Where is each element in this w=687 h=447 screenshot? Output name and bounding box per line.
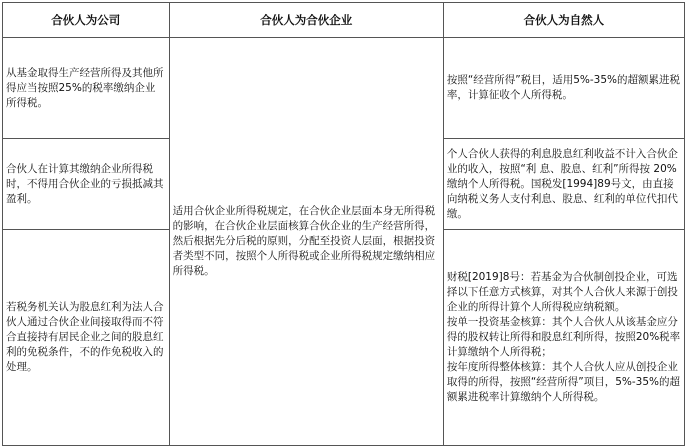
individual-text-single-fund: 按单一投资基金核算：其个人合伙人从该基金应分得的股权转让所得和股息红利所得，按照20%税率计算缴纳个人所得税；: [446, 316, 681, 358]
header-row: [3, 3, 685, 38]
individual-text: 按照“经营所得”税目，适用5%-35%的超额累进税率，计算征收个人所得税。: [446, 74, 681, 101]
individual-text-intro: 财税[2019]8号：若基金为合伙制创投企业，可选择以下任意方式核算，对其个人合伙人来源于创投企业的所得计算个人所得税应纳税额。: [446, 271, 678, 313]
individual-cell-dividend: [443, 139, 684, 230]
partner-tax-comparison-table: [2, 2, 685, 446]
company-cell-tax-rate: 从基金取得生产经营所得及其他所得应当按照25%的税率缴纳企业所得税。: [3, 38, 170, 139]
comparison-table-wrapper: [2, 2, 685, 445]
individual-text-annual: 按年度所得整体核算：其个人合伙人应从创投企业取得的所得，按照“经营所得”项目，5%-35%的超额累进税率计算缴纳个人所得税。: [446, 361, 681, 403]
partnership-merged-cell: 适用合伙企业所得税规定，在合伙企业层面本身无所得税的影响，在合伙企业层面核算合伙企业的生产经营所得，然后根据先分后税的原则，分配至投资人层面，根据投资者类型不同，按照个人所得税或企业所得税规定缴纳相应所得税。: [169, 38, 443, 446]
header-individual-partner: 合伙人为自然人: [443, 3, 684, 38]
company-cell-dividend-exemption: 若税务机关认为股息红利为法人合伙人通过合伙企业间接取得而不符合直接持有居民企业之间的股息红利的免税条件，不的作免税收入的处理。: [3, 230, 170, 446]
table-row: [3, 38, 685, 139]
individual-text: 个人合伙人获得的利息股息红利收益不计入合伙企业的收入，按照“利 息、股息、红利”所得按 20%缴纳个人所得税。国税发[1994]89号文，由直接向纳税义务人支付利息、股息、红利的单位代扣代缴。: [446, 147, 678, 220]
individual-cell-business-income: [443, 38, 684, 139]
individual-cell-venture-fund: [443, 230, 684, 446]
company-cell-loss-offset: 合伙人在计算其缴纳企业所得税时，不得用合伙企业的亏损抵减其盈利。: [3, 139, 170, 230]
header-partnership-partner: 合伙人为合伙企业: [169, 3, 443, 38]
header-company-partner: 合伙人为公司: [3, 3, 170, 38]
